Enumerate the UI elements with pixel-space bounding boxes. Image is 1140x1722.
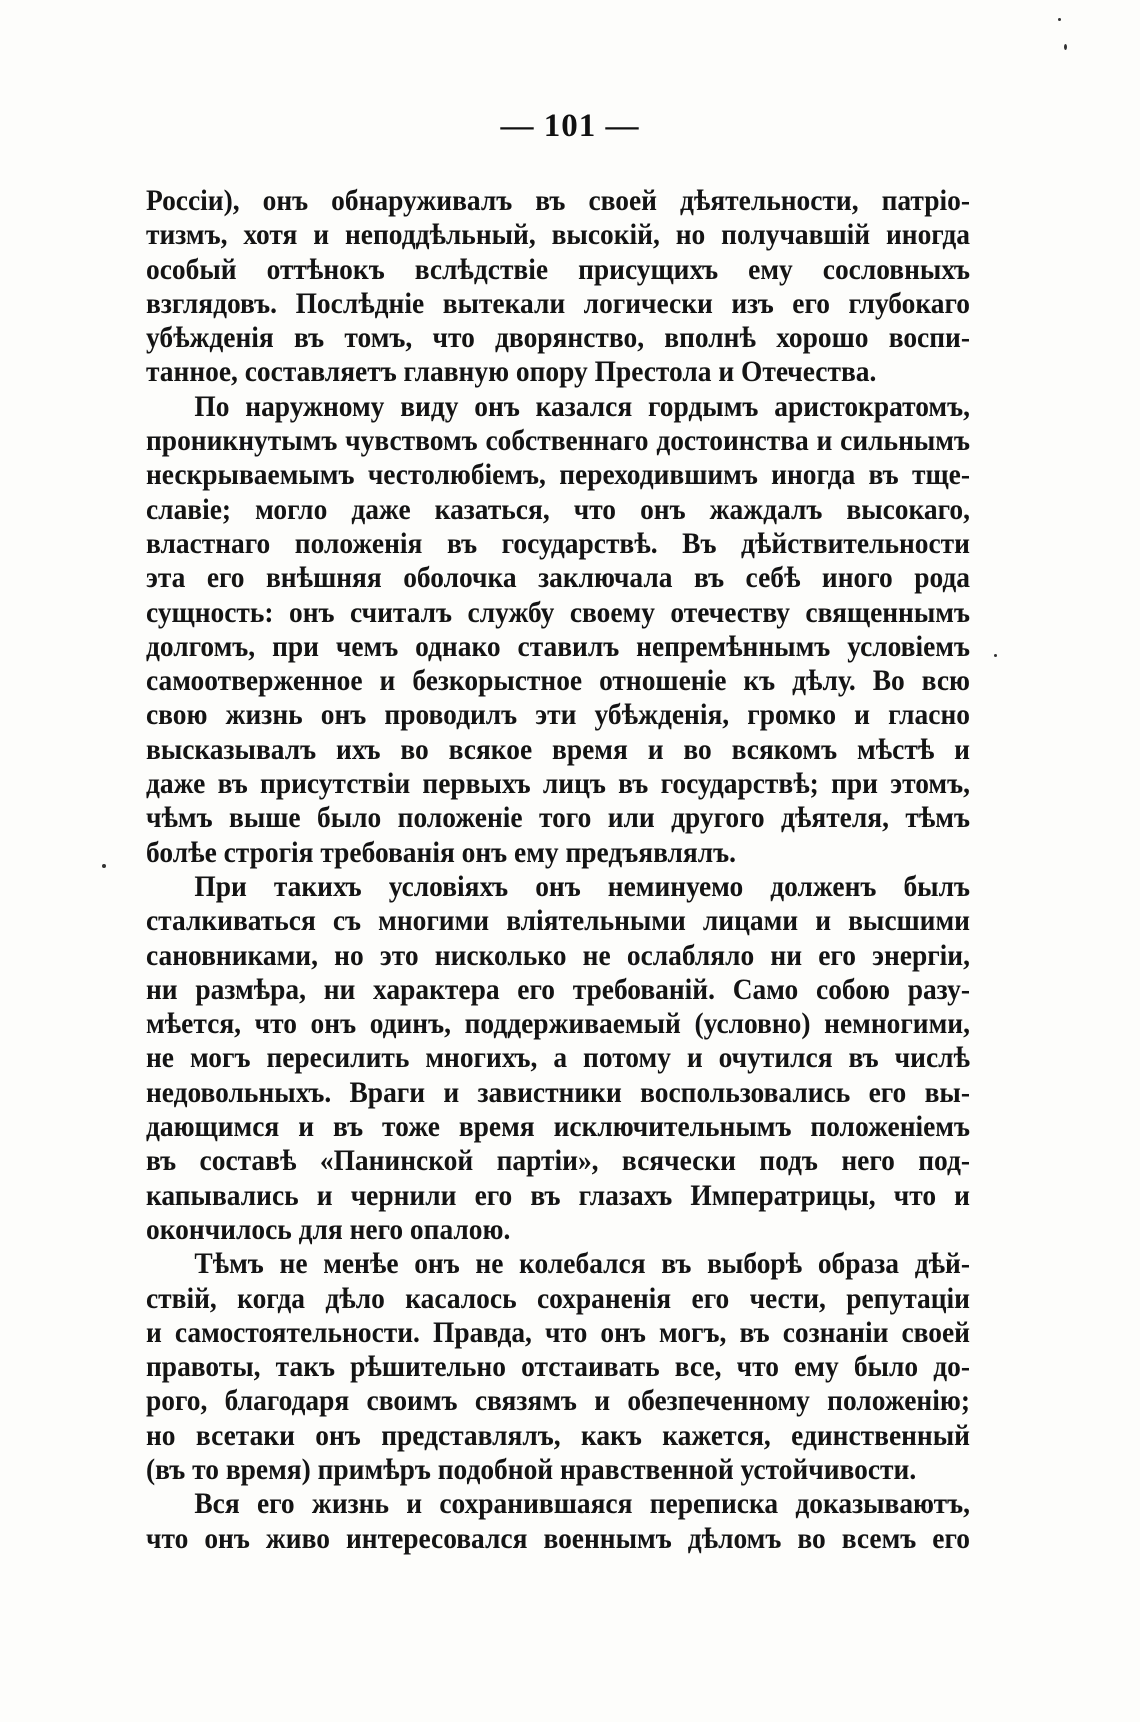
- text-line: свою жизнь онъ проводилъ эти убѣжденія, громко и гласно: [146, 699, 970, 732]
- text-line: Вся его жизнь и сохранившаяся переписка доказываютъ,: [194, 1488, 970, 1521]
- page-number: — 101 —: [500, 108, 640, 144]
- text-line: взглядовъ. Послѣдніе вытекали логически изъ его глубокаго: [146, 287, 970, 320]
- text-line: Тѣмъ не менѣе онъ не колебался въ выборѣ образа дѣй-: [194, 1248, 970, 1281]
- text-line: болѣе строгія требованія онъ ему предъявлялъ.: [146, 836, 737, 869]
- text-line: сталкиваться съ многими вліятельными лицами и высшими: [146, 905, 970, 938]
- scan-speck: [994, 654, 997, 657]
- text-line: славіе; могло даже казаться, что онъ жаждалъ высокаго,: [146, 493, 970, 526]
- text-line: правоты, такъ рѣшительно отстаивать все, что ему было до-: [146, 1351, 970, 1384]
- text-line: капывались и чернили его въ глазахъ Императрицы, что и: [146, 1179, 970, 1212]
- text-line: (въ то время) примѣръ подобной нравственной устойчивости.: [146, 1453, 917, 1486]
- text-line: особый оттѣнокъ вслѣдствіе присущихъ ему сословныхъ: [146, 253, 970, 286]
- text-line: танное, составляетъ главную опору Престола и Отечества.: [146, 356, 877, 389]
- text-line: не могъ пересилить многихъ, а потому и очутился въ числѣ: [146, 1042, 970, 1075]
- text-line: дающимся и въ тоже время исключительнымъ положеніемъ: [146, 1111, 970, 1144]
- text-line: ствій, когда дѣло касалось сохраненія его чести, репутаціи: [146, 1282, 970, 1315]
- text-line: самоотверженное и безкорыстное отношеніе къ дѣлу. Во всю: [146, 665, 970, 698]
- text-line: и самостоятельности. Правда, что онъ могъ, въ сознаніи своей: [146, 1316, 970, 1349]
- text-line: долгомъ, при чемъ однако ставилъ непремѣннымъ условіемъ: [146, 630, 970, 663]
- text-line: По наружному виду онъ казался гордымъ аристократомъ,: [194, 390, 970, 423]
- text-line: что онъ живо интересовался военнымъ дѣломъ во всемъ его: [146, 1522, 970, 1555]
- text-line: высказывалъ ихъ во всякое время и во всякомъ мѣстѣ и: [146, 733, 970, 766]
- scan-speck: [1058, 18, 1061, 21]
- text-line: чѣмъ выше было положеніе того или другого дѣятеля, тѣмъ: [146, 802, 970, 835]
- text-line: даже въ присутствіи первыхъ лицъ въ государствѣ; при этомъ,: [146, 768, 970, 801]
- text-line: мѣется, что онъ одинъ, поддерживаемый (условно) немногими,: [146, 1008, 970, 1041]
- text-line: проникнутымъ чувствомъ собственнаго достоинства и сильнымъ: [146, 425, 970, 458]
- text-line: ни размѣра, ни характера его требованій. Само собою разу-: [146, 973, 970, 1006]
- text-line: эта его внѣшняя оболочка заключала въ себѣ иного рода: [146, 562, 970, 595]
- body-text: [146, 184, 970, 1556]
- text-line: въ составѣ «Панинской партіи», всячески подъ него под-: [146, 1145, 970, 1178]
- text-line: Россіи), онъ обнаруживалъ въ своей дѣятельности, патріо-: [146, 185, 970, 217]
- scan-speck: [102, 864, 106, 868]
- text-line: но всетаки онъ представлялъ, какъ кажется, единственный: [146, 1419, 970, 1452]
- text-line: властнаго положенія въ государствѣ. Въ дѣйствительности: [146, 527, 970, 560]
- text-line: недовольныхъ. Враги и завистники воспользовались его вы-: [146, 1076, 970, 1109]
- text-line: тизмъ, хотя и неподдѣльный, высокій, но получавшій иногда: [146, 219, 970, 252]
- text-line: сущность: онъ считалъ службу своему отечеству священнымъ: [146, 596, 970, 629]
- text-line: сановниками, но это нисколько не ослабляло ни его энергіи,: [146, 939, 970, 972]
- scan-speck: [1064, 44, 1067, 50]
- text-line: окончилось для него опалою.: [146, 1213, 511, 1246]
- text-line: убѣжденія въ томъ, что дворянство, вполнѣ хорошо воспи-: [146, 322, 970, 355]
- text-line: рого, благодаря своимъ связямъ и обезпеченному положенію;: [146, 1385, 970, 1418]
- text-line: нескрываемымъ честолюбіемъ, переходившимъ иногда въ тще-: [146, 459, 970, 492]
- text-line: При такихъ условіяхъ онъ неминуемо долженъ былъ: [194, 870, 970, 903]
